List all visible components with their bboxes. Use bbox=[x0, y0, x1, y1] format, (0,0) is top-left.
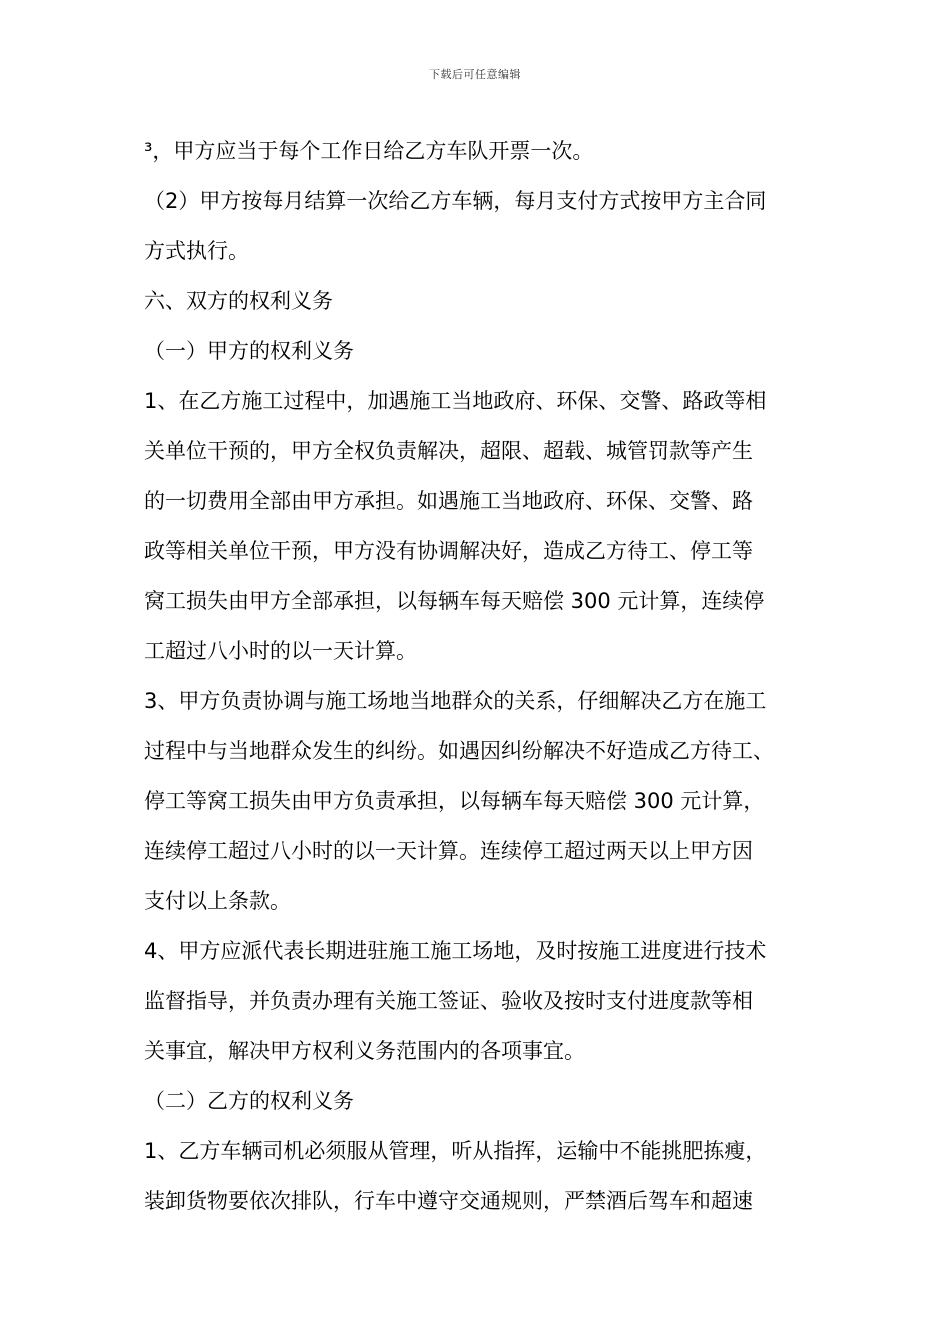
text-line: 关事宜，解决甲方权利义务范围内的各项事宜。 bbox=[144, 1039, 585, 1063]
subsection-heading: （一）甲方的权利义务 bbox=[144, 339, 354, 363]
text-line: 过程中与当地群众发生的纠纷。如遇因纠纷解决不好造成乙方待工、 bbox=[144, 739, 774, 763]
subsection-heading: （二）乙方的权利义务 bbox=[144, 1089, 354, 1113]
text-line: 关单位干预的，甲方全权负责解决，超限、超载、城管罚款等产生 bbox=[144, 439, 753, 463]
page-header-note: 下载后可任意编辑 bbox=[429, 68, 521, 81]
text-line: 装卸货物要依次排队，行车中遵守交通规则，严禁酒后驾车和超速 bbox=[144, 1189, 753, 1213]
text-line: 方式执行。 bbox=[144, 239, 249, 263]
text-line: 连续停工超过八小时的以一天计算。连续停工超过两天以上甲方因 bbox=[144, 839, 753, 863]
text-line: 停工等窝工损失由甲方负责承担，以每辆车每天赔偿 300 元计算， bbox=[144, 789, 765, 813]
text-line: 4、甲方应派代表长期进驻施工施工场地，及时按施工进度进行技术 bbox=[144, 939, 767, 963]
text-line: ³，甲方应当于每个工作日给乙方车队开票一次。 bbox=[144, 139, 594, 163]
text-line: 工超过八小时的以一天计算。 bbox=[144, 639, 417, 663]
text-line: 的一切费用全部由甲方承担。如遇施工当地政府、环保、交警、路 bbox=[144, 489, 753, 513]
text-line: 监督指导，并负责办理有关施工签证、验收及按时支付进度款等相 bbox=[144, 989, 753, 1013]
text-line: 1、在乙方施工过程中，加遇施工当地政府、环保、交警、路政等相 bbox=[144, 389, 767, 413]
text-line: 窝工损失由甲方全部承担，以每辆车每天赔偿 300 元计算，连续停 bbox=[144, 589, 765, 613]
text-line: 支付以上条款。 bbox=[144, 889, 291, 913]
section-heading: 六、双方的权利义务 bbox=[144, 289, 333, 313]
text-line: 3、甲方负责协调与施工场地当地群众的关系，仔细解决乙方在施工 bbox=[144, 689, 767, 713]
text-line: 1、乙方车辆司机必须服从管理，听从指挥，运输中不能挑肥拣瘦， bbox=[144, 1139, 767, 1163]
text-line: 政等相关单位干预，甲方没有协调解决好，造成乙方待工、停工等 bbox=[144, 539, 753, 563]
text-line: （2）甲方按每月结算一次给乙方车辆，每月支付方式按甲方主合同 bbox=[144, 189, 767, 213]
